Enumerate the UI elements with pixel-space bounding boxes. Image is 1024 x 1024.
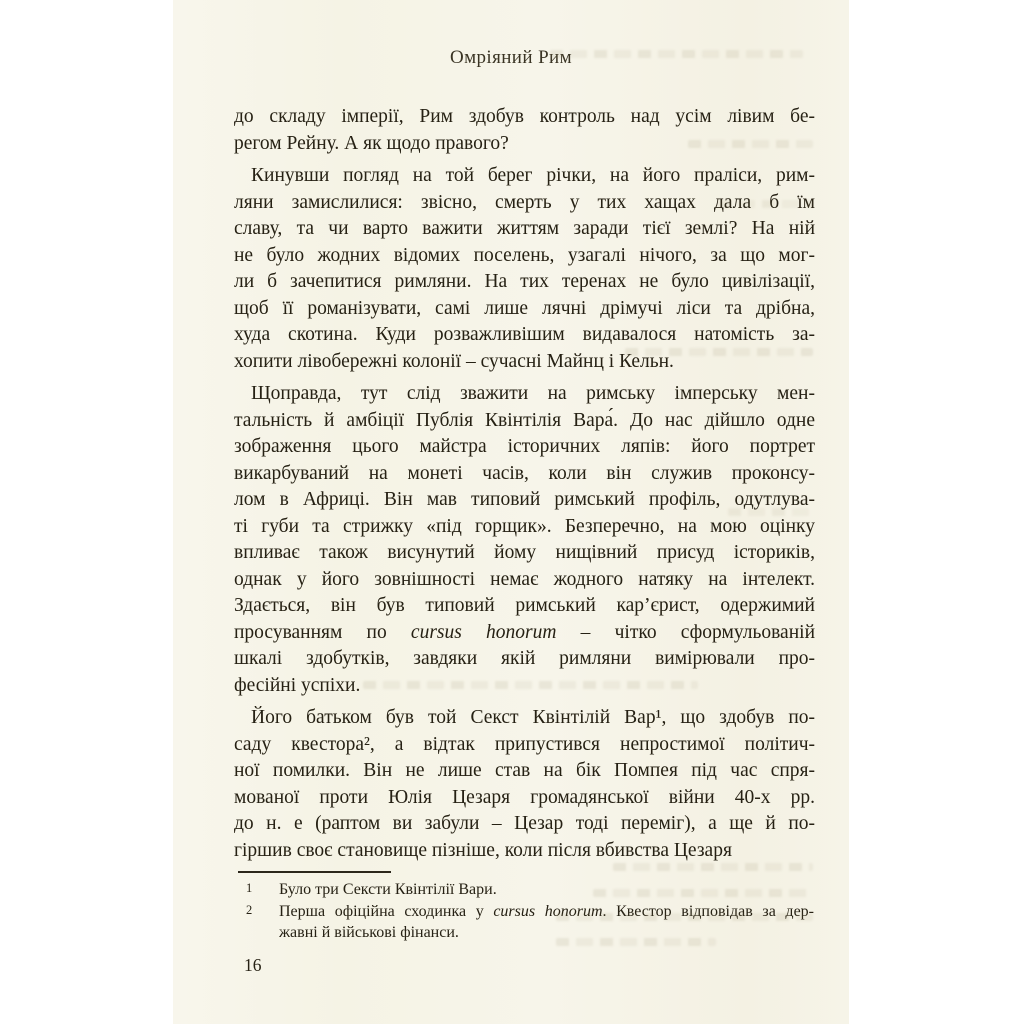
text-line: ті губи та стрижку «під горщик». Безперечно, на мою оцінку [234, 515, 815, 537]
text-line: просуванням по cursus honorum – чітко сформульованій [234, 621, 815, 643]
footnote-line: Перша офіційна сходинка у cursus honorum. Квестор відповідав за дер- [279, 902, 814, 920]
text-line: регом Рейну. А як щодо правого? [234, 132, 509, 154]
text-line: славу, та чи варто важити життям заради тієї землі? На ній [234, 218, 815, 239]
text-line: хопити лівобережні колонії – сучасні Майнц і Кельн. [234, 350, 674, 372]
paragraph [234, 381, 815, 699]
bleed-through-artifact [625, 348, 813, 356]
text-line: саду квестора², а відтак припустився непростимої політич- [234, 733, 815, 755]
body-text [234, 104, 815, 864]
page-number: 16 [244, 955, 262, 975]
bleed-through-artifact [688, 140, 813, 148]
footnote-marker: 2 [246, 902, 253, 917]
paragraph [234, 705, 815, 864]
text-line: ли б зачепитися римляни. На тих теренах не було цивілізації, [234, 271, 815, 292]
running-header: Омріяний Рим [449, 47, 573, 68]
footnote-text [279, 901, 814, 944]
text-line: щоб її романізувати, самі лише лячні дрімучі ліси та дрібна, [234, 297, 815, 319]
text-line: Його батьком був той Секст Квінтілій Вар¹, що здобув по- [251, 707, 815, 728]
text-line: гіршив своє становище пізніше, коли після вбивства Цезаря [234, 839, 732, 861]
text-line: однак у його зовнішності немає жодного натяку на інтелект. [234, 568, 815, 590]
text-line: фесійні успіхи. [234, 674, 361, 696]
bleed-through-artifact [550, 50, 803, 58]
text-line: тальність й амбіції Публія Квінтілія Вара́. До нас дійшло одне [234, 409, 815, 431]
paragraph [234, 163, 815, 375]
text-line: не було жодних відомих поселень, узагалі нічого, за що мог- [234, 244, 815, 266]
text-line: зображення цього майстра історичних ляпів: його портрет [234, 436, 815, 457]
text-line: ляни замислилися: звісно, смерть у тих хащах дала б їм [234, 191, 815, 213]
bleed-through-artifact [556, 938, 716, 946]
text-line: шкалі здобутків, завдяки якій римляни вимірювали про- [234, 648, 815, 669]
bleed-through-artifact [718, 200, 813, 208]
text-line: худа скотина. Куди розважливішим видавалося натомість за- [234, 324, 815, 345]
bleed-through-artifact [613, 863, 813, 871]
text-line: викарбуваний на монеті часів, коли він служив проконсу- [234, 462, 815, 484]
bleed-through-artifact [593, 889, 813, 897]
text-line: Щоправда, тут слід зважити на римську імперську мен- [251, 383, 815, 404]
footnote [246, 901, 814, 944]
paragraph [234, 104, 815, 157]
book-page [173, 0, 849, 1024]
bleed-through-artifact [556, 913, 813, 921]
footnote-marker: 1 [246, 881, 253, 895]
bleed-through-artifact [728, 508, 813, 516]
footnote-line: жавні й військові фінанси. [279, 924, 459, 941]
text-line: до н. е (раптом ви забули – Цезар тоді переміг), а ще й по- [234, 813, 815, 834]
text-line: лом в Африці. Він мав типовий римський профіль, одутлува- [234, 489, 815, 510]
text-line: Здається, він був типовий римський кар’єрист, одержимий [234, 595, 815, 616]
footnote-separator-rule [238, 871, 391, 873]
text-line: Кинувши погляд на той берег річки, на його праліси, рим- [251, 165, 815, 186]
footnote-line: Було три Сексти Квінтілії Вари. [279, 881, 497, 898]
bleed-through-artifact [363, 681, 698, 689]
text-line: впливає також висунутий йому нищівний присуд істориків, [234, 542, 815, 563]
text-line: ної помилки. Він не лише став на бік Помпея під час спря- [234, 760, 815, 781]
text-line: мованої проти Юлія Цезаря громадянської війни 40-х рр. [234, 786, 815, 808]
text-line: до складу імперії, Рим здобув контроль над усім лівим бе- [234, 106, 815, 127]
